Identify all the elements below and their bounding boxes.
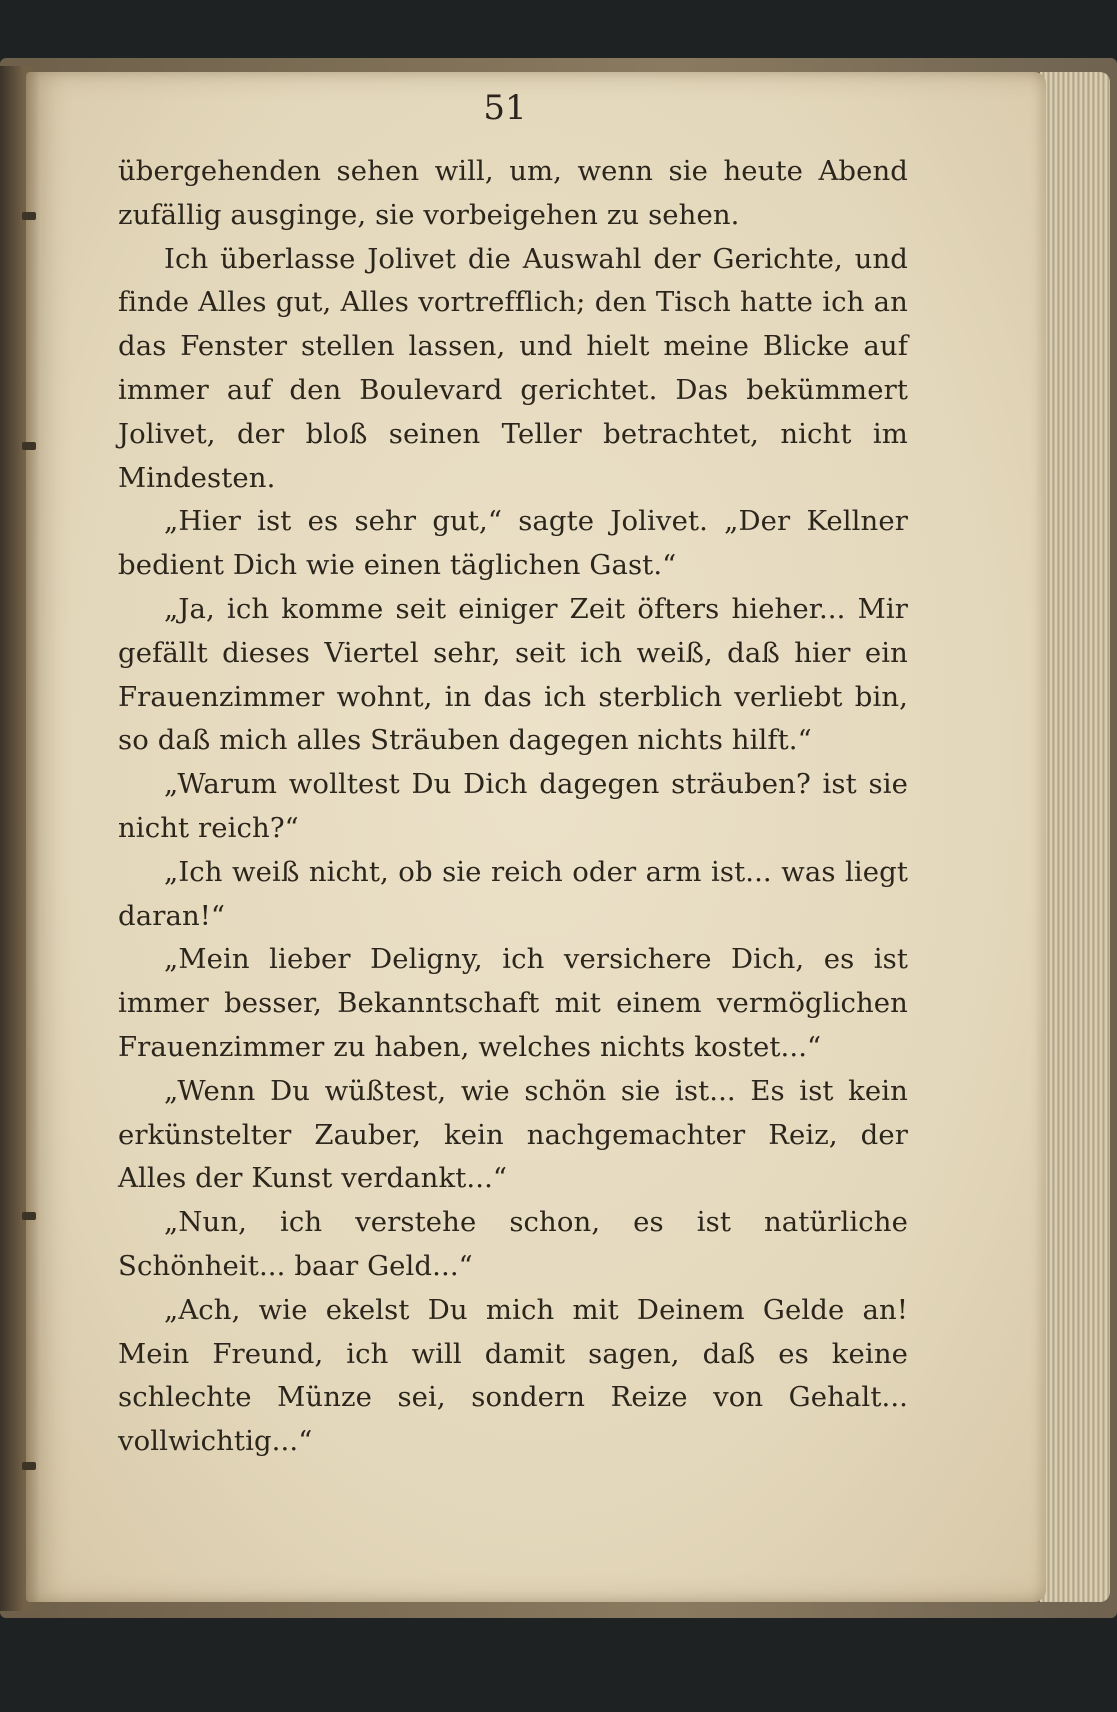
paragraph: „Ich weiß nicht, ob sie reich oder arm ist... was liegt daran!“ (118, 855, 908, 932)
paragraph: übergehenden sehen will, um, wenn sie heute Abend zufällig ausginge, sie vorbeigehen zu sehen. (118, 155, 908, 231)
paragraph: „Warum wolltest Du Dich dagegen sträuben? ist sie nicht reich?“ (118, 768, 908, 844)
paragraph: „Hier ist es sehr gut,“ sagte Jolivet. „Der Kellner bedient Dich wie einen täglichen Gast.“ (118, 505, 908, 582)
book-spine (0, 66, 40, 1611)
bookmark-tab (22, 1212, 36, 1220)
bookmark-tab (22, 212, 36, 220)
paragraph: „Ach, wie ekelst Du mich mit Deinem Gelde an! Mein Freund, ich will damit sagen, daß es keine schlechte Münze sei, sondern Reize von Gehalt... vollwichtig...“ (118, 1293, 908, 1458)
paragraph: „Ja, ich komme seit einiger Zeit öfters hieher... Mir gefällt dieses Viertel sehr, seit ich weiß, daß hier ein Frauenzimmer wohnt, in das ich sterblich verliebt bin, so daß mich alles Sträuben dagegen nichts hilft.“ (118, 592, 908, 757)
body-text (118, 150, 908, 1464)
paragraph: „Mein lieber Deligny, ich versichere Dich, es ist immer besser, Bekanntschaft mit einem vermöglichen Frauenzimmer zu haben, welches nichts kostet...“ (118, 943, 908, 1063)
page-number: 51 (483, 88, 527, 128)
page-edges (1040, 72, 1110, 1602)
paragraph: „Nun, ich verstehe schon, es ist natürliche Schönheit... baar Geld...“ (118, 1206, 908, 1282)
paragraph: „Wenn Du wüßtest, wie schön sie ist... Es ist kein erkünstelter Zauber, kein nachgemachter Reiz, der Alles der Kunst verdankt...“ (118, 1074, 908, 1195)
paragraph: Ich überlasse Jolivet die Auswahl der Gerichte, und finde Alles gut, Alles vortrefflich; den Tisch hatte ich an das Fenster stellen lassen, und hielt meine Blicke auf immer auf den Boulevard gerichtet. Das bekümmert Jolivet, der bloß seinen Teller betrachtet, nicht im Mindesten. (118, 242, 908, 494)
bookmark-tab (22, 1462, 36, 1470)
bookmark-tab (22, 442, 36, 450)
